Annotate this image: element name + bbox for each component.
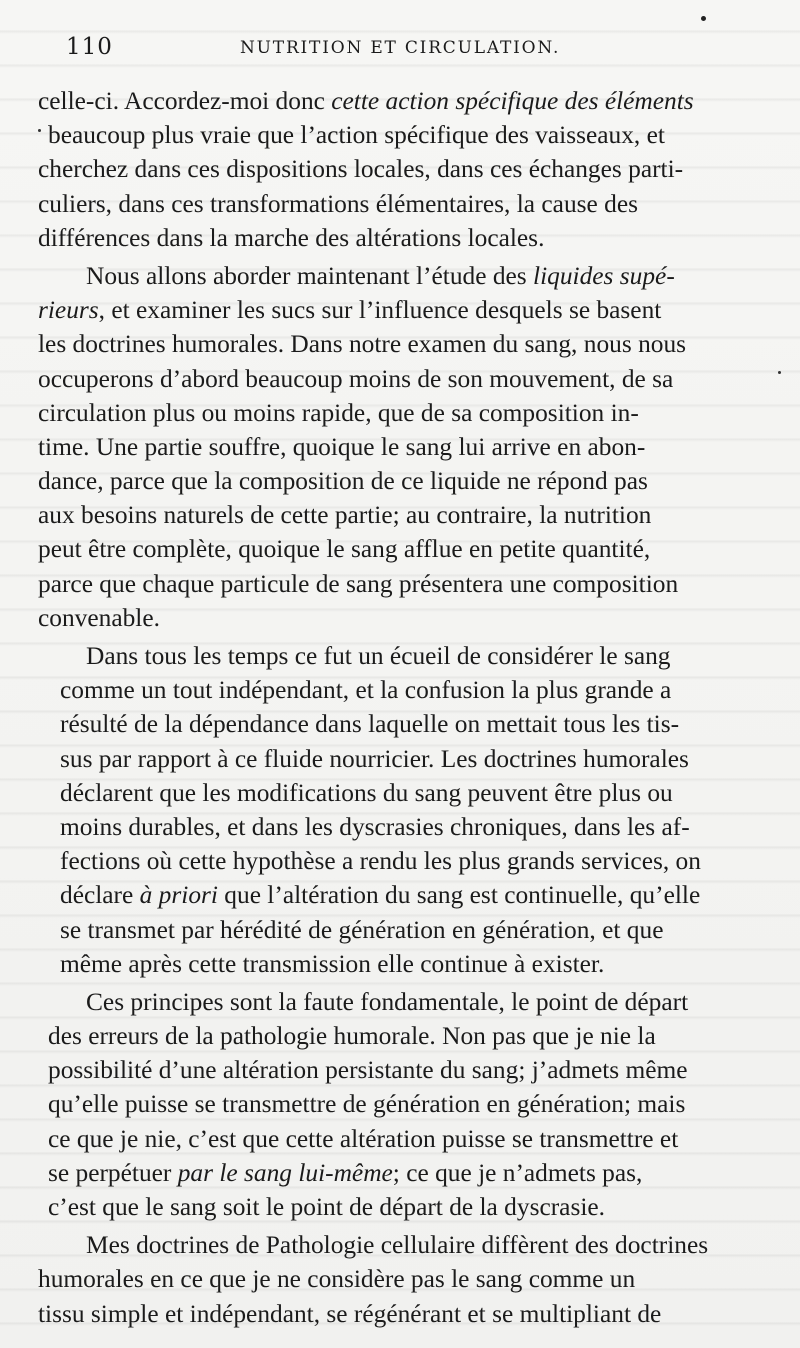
text-line: qu’elle puisse se transmettre de génération en génération; mais bbox=[48, 1090, 686, 1119]
text-line: résulté de la dépendance dans laquelle on mettait tous les tis- bbox=[60, 710, 680, 739]
text-line: ce que je nie, c’est que cette altération puisse se transmettre et bbox=[48, 1124, 679, 1153]
ink-speck bbox=[778, 371, 781, 374]
text-line: cherchez dans ces dispositions locales, dans ces échanges parti- bbox=[38, 155, 684, 184]
text-line: fections où cette hypothèse a rendu les plus grands services, on bbox=[60, 847, 701, 876]
text-line: time. Une partie souffre, quoique le sang lui arrive en abon- bbox=[38, 432, 646, 461]
text-line: culiers, dans ces transformations élémentaires, la cause des bbox=[38, 189, 638, 218]
text-line: c’est que le sang soit le point de départ de la dyscrasie. bbox=[48, 1193, 605, 1221]
text-line: déclare à priori que l’altération du sang est continuelle, qu’elle bbox=[60, 881, 701, 910]
text-line: tissu simple et indépendant, se régénérant et se multipliant de bbox=[38, 1299, 662, 1328]
body-text bbox=[38, 84, 772, 1331]
page-number: 110 bbox=[66, 34, 113, 60]
page-header bbox=[62, 34, 758, 70]
running-head: NUTRITION ET CIRCULATION. bbox=[240, 38, 561, 58]
text-line: beaucoup plus vraie que l’action spécifique des vaisseaux, et bbox=[48, 121, 665, 150]
text-line: moins durables, et dans les dyscrasies chroniques, dans les af- bbox=[60, 812, 690, 841]
text-line: comme un tout indépendant, et la confusion la plus grande a bbox=[60, 676, 672, 705]
ink-speck bbox=[38, 129, 41, 132]
text-line: possibilité d’une altération persistante du sang; j’admets même bbox=[48, 1056, 688, 1085]
text-line: se transmet par hérédité de génération en génération, et que bbox=[60, 915, 664, 944]
text-line: celle-ci. Accordez-moi donc cette action spécifique des éléments bbox=[38, 87, 694, 115]
text-line: différences dans la marche des altérations locales. bbox=[38, 223, 545, 252]
text-line: parce que chaque particule de sang présentera une composition bbox=[38, 569, 679, 598]
text-line: Nous allons aborder maintenant l’étude des liquides supé- bbox=[86, 261, 675, 290]
text-line: des erreurs de la pathologie humorale. Non pas que je nie la bbox=[48, 1022, 656, 1051]
text-line: même après cette transmission elle continue à exister. bbox=[60, 949, 605, 978]
text-line: sus par rapport à ce fluide nourricier. Les doctrines humorales bbox=[60, 744, 689, 773]
text-line: aux besoins naturels de cette partie; au contraire, la nutrition bbox=[38, 501, 652, 530]
text-line: Ces principes sont la faute fondamentale, le point de départ bbox=[86, 987, 689, 1016]
text-line: se perpétuer par le sang lui-même; ce que je n’admets pas, bbox=[48, 1158, 643, 1187]
text-line: rieurs, et examiner les sucs sur l’influence desquels se basent bbox=[38, 296, 662, 325]
text-line: Mes doctrines de Pathologie cellulaire diffèrent des doctrines bbox=[86, 1231, 709, 1260]
text-line: les doctrines humorales. Dans notre examen du sang, nous nous bbox=[38, 330, 687, 359]
text-line: peut être complète, quoique le sang afflue en petite quantité, bbox=[38, 535, 651, 564]
text-line: circulation plus ou moins rapide, que de sa composition in- bbox=[38, 398, 639, 427]
ink-dot bbox=[701, 16, 706, 21]
text-line: dance, parce que la composition de ce liquide ne répond pas bbox=[38, 467, 648, 496]
text-line: occuperons d’abord beaucoup moins de son mouvement, de sa bbox=[38, 364, 674, 393]
text-line: déclarent que les modifications du sang peuvent être plus ou bbox=[60, 778, 673, 807]
text-line: humorales en ce que je ne considère pas le sang comme un bbox=[38, 1265, 636, 1294]
text-line: convenable. bbox=[38, 603, 160, 632]
text-line: Dans tous les temps ce fut un écueil de considérer le sang bbox=[86, 642, 671, 670]
